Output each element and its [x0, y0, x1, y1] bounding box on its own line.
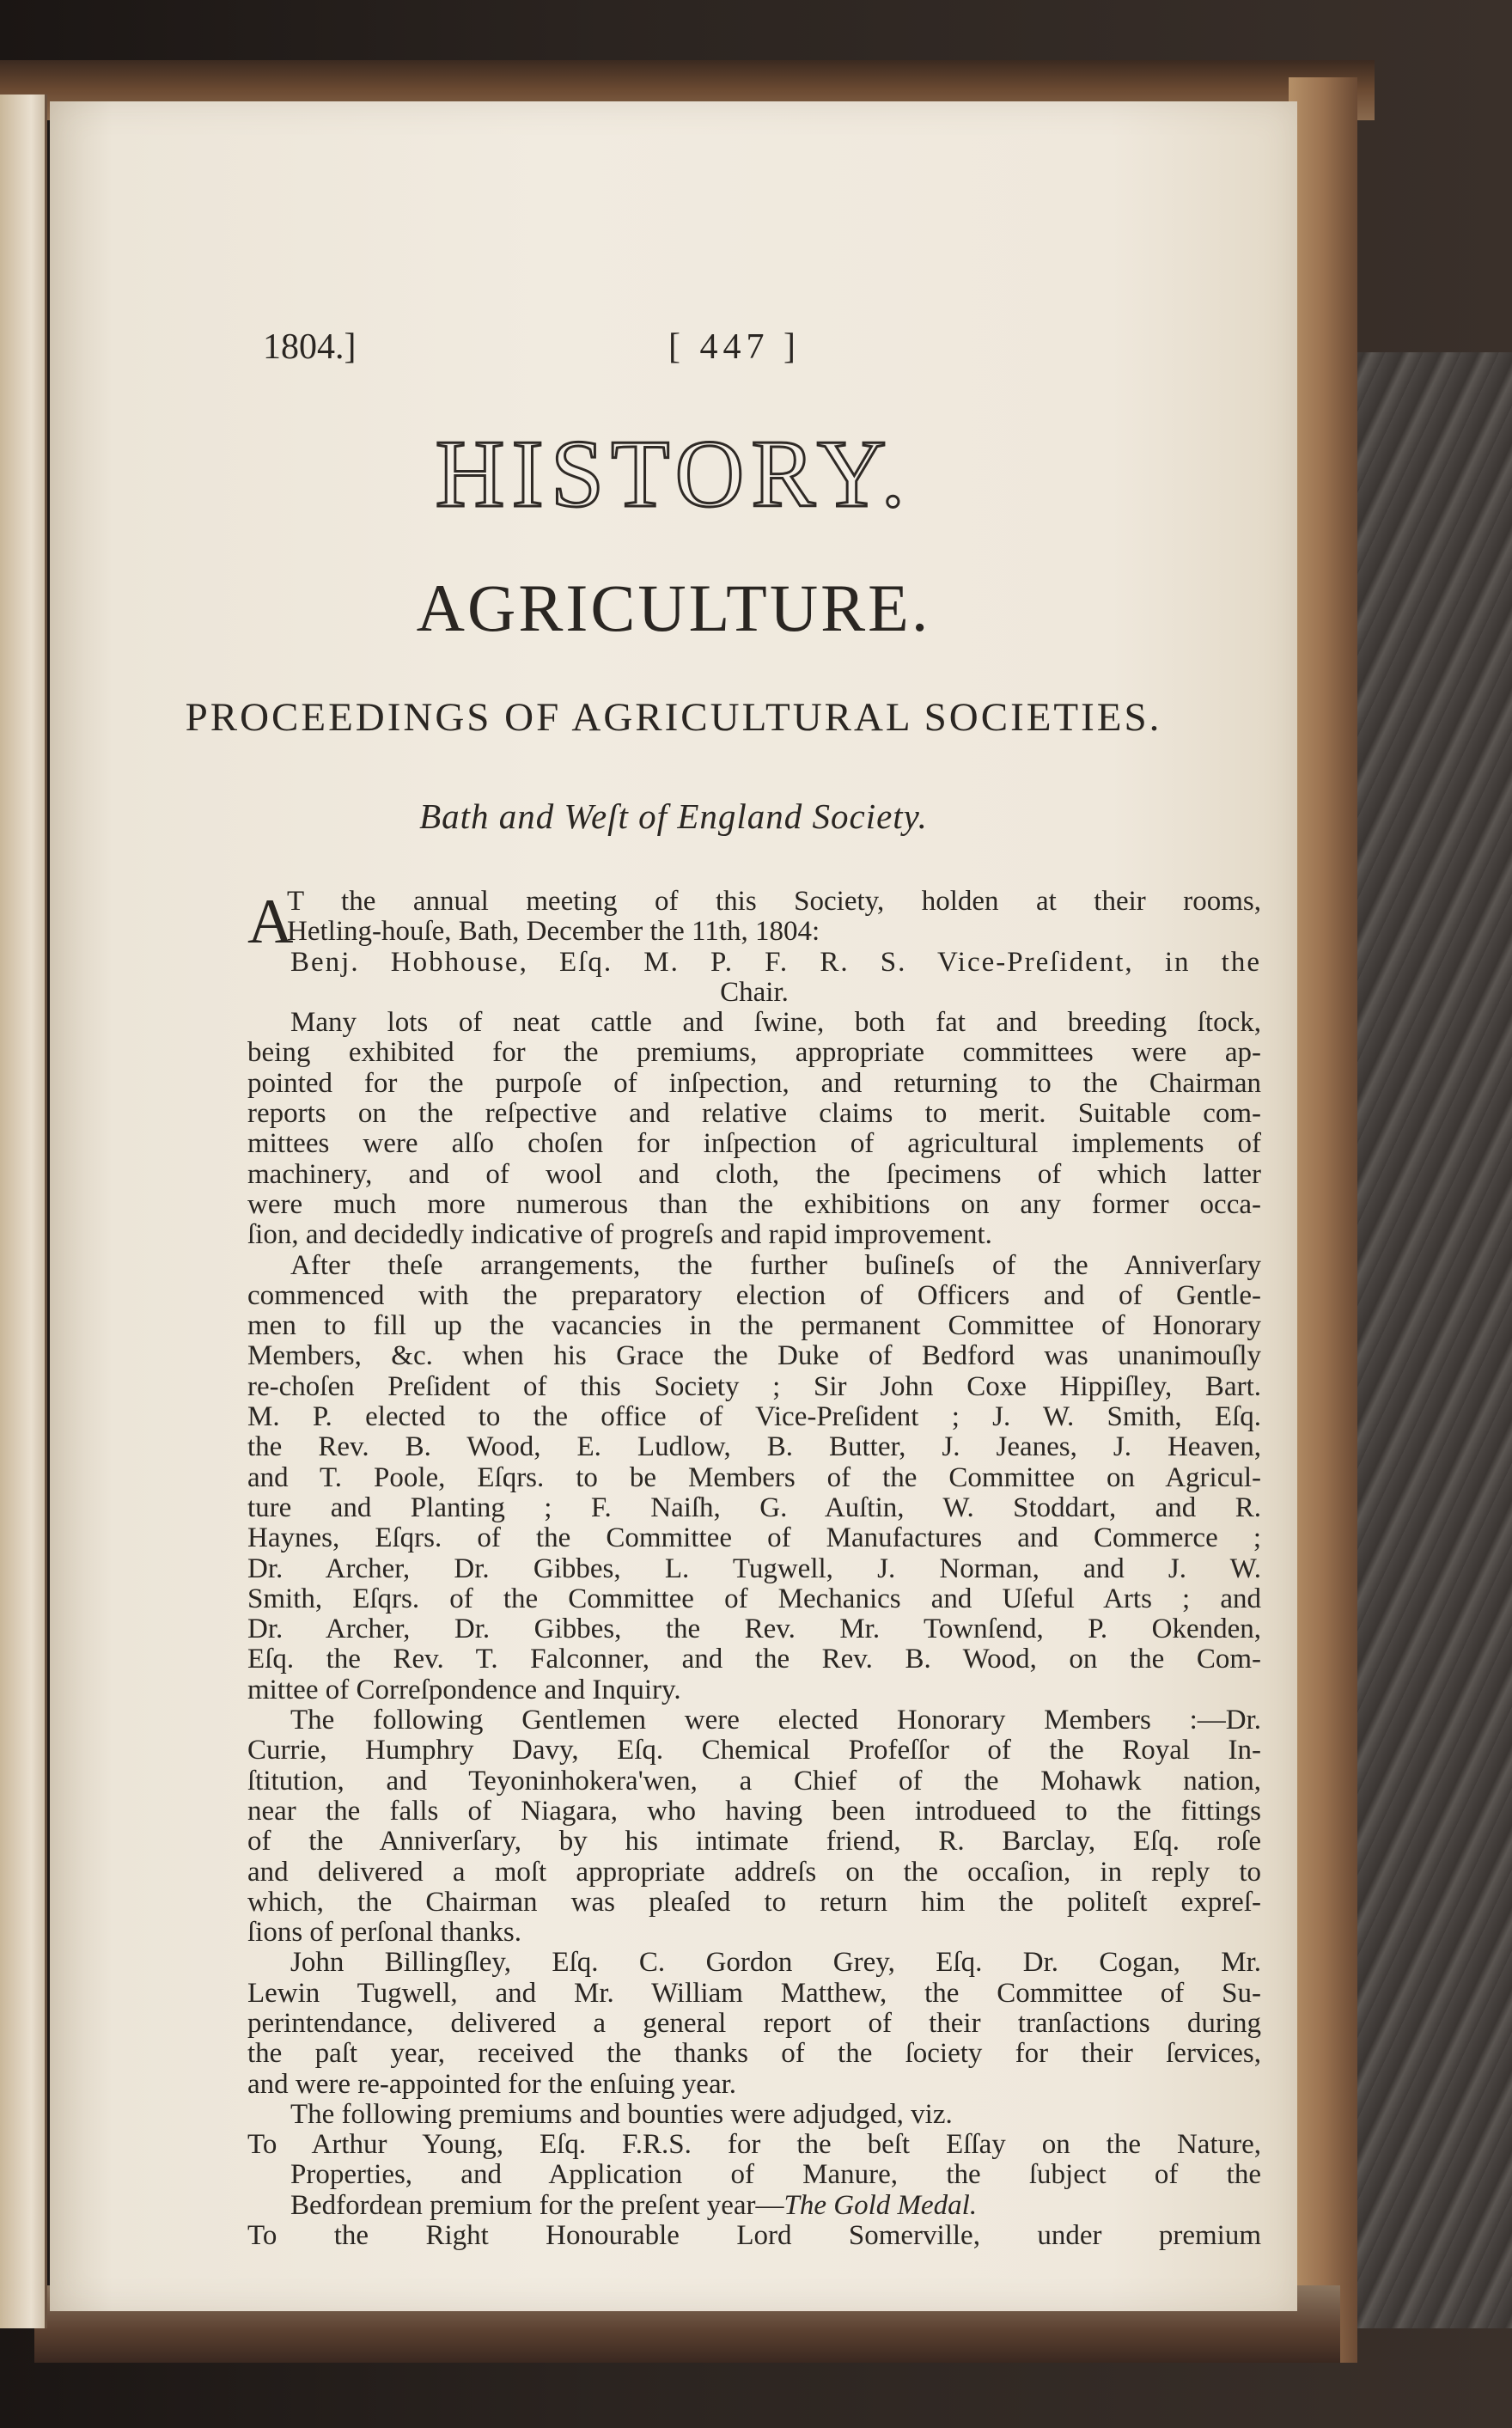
section-title-agriculture: AGRICULTURE.	[416, 570, 931, 645]
text-line: which, the Chairman was pleaſed to return him the politeſt expreſ-	[247, 1886, 1261, 1918]
text-line: After theſe arrangements, the further buſineſs of the Anniverſary	[290, 1249, 1261, 1281]
text-line: T the annual meeting of this Society, holden at their rooms,	[287, 886, 1261, 917]
text-line: ſtitution, and Teyoninhokera'wen, a Chief of the Mohawk nation,	[247, 1765, 1261, 1797]
text-line: and delivered a moſt appropriate addreſs on the occaſion, in reply to	[247, 1856, 1261, 1888]
leather-edge-right	[1289, 77, 1357, 2363]
text-line: the paſt year, received the thanks of the ſociety for their ſervices,	[247, 2038, 1261, 2070]
book-page	[50, 101, 1297, 2311]
text-line	[247, 2191, 1261, 2221]
text-line: pointed for the purpoſe of inſpection, and returning to the Chairman	[247, 1067, 1261, 1099]
text-line: being exhibited for the premiums, appropriate committees were ap-	[247, 1037, 1261, 1069]
text-line: Benj. Hobhouse, Eſq. M. P. F. R. S. Vice-Preſident, in the	[290, 946, 1261, 978]
text-line: perintendance, delivered a general report of their tranſactions during	[247, 2007, 1261, 2039]
gold-medal-label: The Gold Medal.	[783, 2189, 978, 2221]
text-line: men to fill up the vacancies in the permanent Committee of Honorary	[247, 1310, 1261, 1342]
text-line: machinery, and of wool and cloth, the ſpecimens of which latter	[247, 1158, 1261, 1190]
facing-page-edge	[0, 95, 47, 2328]
section-title-history: HISTORY.	[435, 421, 912, 528]
text-line: Dr. Archer, Dr. Gibbes, the Rev. Mr. Townſend, P. Okenden,	[247, 1614, 1261, 1645]
text-line: and were re-appointed for the enſuing year.	[247, 2068, 737, 2100]
text-line: near the falls of Niagara, who having been introdueed to the fittings	[247, 1795, 1261, 1827]
text-line: The following premiums and bounties were adjudged, viz.	[290, 2098, 953, 2130]
drop-cap: A	[247, 887, 294, 957]
text-line: John Billingſley, Eſq. C. Gordon Grey, Eſq. Dr. Cogan, Mr.	[290, 1947, 1261, 1979]
article-body	[247, 887, 1261, 2251]
text-line: Members, &c. when his Grace the Duke of Bedford was unanimouſly	[247, 1340, 1261, 1372]
text-line: commenced with the preparatory election of Officers and of Gentle-	[247, 1279, 1261, 1311]
text-line: of the Anniverſary, by his intimate friend, R. Barclay, Eſq. roſe	[247, 1826, 1261, 1858]
text-line: Lewin Tugwell, and Mr. William Matthew, the Committee of Su-	[247, 1977, 1261, 2009]
text-line: Currie, Humphry Davy, Eſq. Chemical Profeſſor of the Royal In-	[247, 1735, 1261, 1766]
text-line: Many lots of neat cattle and ſwine, both fat and breeding ſtock,	[290, 1007, 1261, 1039]
text-line: ſion, and decidedly indicative of progreſs and rapid improvement.	[247, 1219, 992, 1251]
text-line: Smith, Eſqrs. of the Committee of Mechanics and Uſeful Arts ; and	[247, 1583, 1261, 1614]
text-line: To the Right Honourable Lord Somerville, under premium	[247, 2220, 1261, 2252]
text-line: To Arthur Young, Eſq. F.R.S. for the beſt Eſſay on the Nature,	[247, 2129, 1261, 2161]
text-line: Properties, and Application of Manure, the ſubject of the	[290, 2159, 1261, 2191]
text-line: were much more numerous than the exhibitions on any former occa-	[247, 1188, 1261, 1220]
text-line: and T. Poole, Eſqrs. to be Members of the Committee on Agricul-	[247, 1461, 1261, 1493]
text-line: reports on the reſpective and relative claims to merit. Suitable com-	[247, 1098, 1261, 1130]
text-line: ture and Planting ; F. Naiſh, G. Auſtin, W. Stoddart, and R.	[247, 1492, 1261, 1523]
section-subtitle-proceedings: PROCEEDINGS OF AGRICULTURAL SOCIETIES.	[185, 695, 1162, 740]
text-line: mittees were alſo choſen for inſpection of agricultural implements of	[247, 1128, 1261, 1160]
text-line: Chair.	[720, 976, 789, 1008]
text-line: Hetling-houſe, Bath, December the 11th, 1804:	[287, 916, 820, 948]
text-line: The following Gentlemen were elected Honorary Members :—Dr.	[290, 1705, 1261, 1736]
text-line: Eſq. the Rev. T. Falconner, and the Rev. B. Wood, on the Com-	[247, 1644, 1261, 1675]
text-line: re-choſen Preſident of this Society ; Sir John Coxe Hippiſley, Bart.	[247, 1370, 1261, 1402]
text-line: Haynes, Eſqrs. of the Committee of Manufactures and Commerce ;	[247, 1522, 1261, 1554]
text-segment: Bedfordean premium for the preſent year—	[290, 2189, 784, 2221]
text-line: M. P. elected to the office of Vice-Preſident ; J. W. Smith, Eſq.	[247, 1401, 1261, 1433]
page-number: [ 447 ]	[668, 327, 801, 367]
text-line: ſions of perſonal thanks.	[247, 1917, 521, 1949]
running-head-year: 1804.]	[263, 327, 357, 367]
text-line: Dr. Archer, Dr. Gibbes, L. Tugwell, J. Norman, and J. W.	[247, 1553, 1261, 1584]
society-heading: Bath and Weſt of England Society.	[419, 796, 928, 836]
text-line: mittee of Correſpondence and Inquiry.	[247, 1674, 681, 1705]
text-line: the Rev. B. Wood, E. Ludlow, B. Butter, J. Jeanes, J. Heaven,	[247, 1431, 1261, 1463]
